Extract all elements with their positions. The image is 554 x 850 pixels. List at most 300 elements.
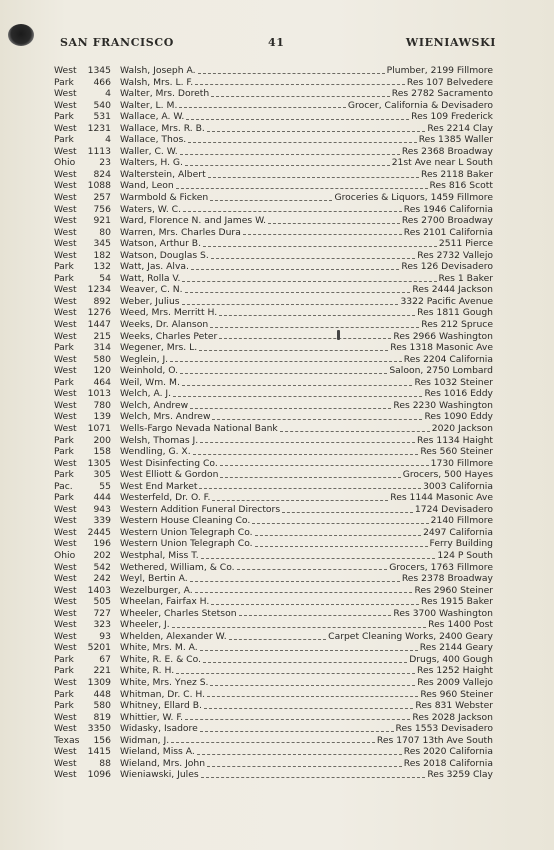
dot-leader: [199, 349, 388, 351]
directory-entry: [0, 215, 554, 227]
entry-body: [120, 654, 493, 666]
subscriber-name: Westerfeld, Dr. O. F.: [120, 492, 211, 504]
subscriber-name: Whittier, W. F.: [120, 711, 184, 723]
entry-body: [120, 758, 493, 770]
directory-entry: [0, 180, 554, 192]
phone-number: 1234: [87, 284, 111, 296]
entry-body: [120, 273, 493, 285]
exchange-name: Park: [54, 434, 74, 446]
phone-number: 80: [99, 226, 111, 238]
subscriber-name: Wieland, Miss A.: [120, 746, 195, 758]
phone-number: 221: [93, 665, 111, 677]
exchange-name: Park: [54, 134, 74, 146]
subscriber-name: Wieland, Mrs. John: [120, 757, 206, 769]
dot-leader: [255, 534, 421, 536]
dot-leader: [188, 141, 417, 143]
exchange-name: Pac.: [54, 480, 73, 492]
subscriber-name: Warmbold & Ficken: [120, 192, 209, 204]
directory-entry: [0, 296, 554, 308]
subscriber-name: Weeks, Dr. Alanson: [120, 319, 209, 331]
subscriber-address: Res 1144 Masonic Ave: [390, 492, 493, 504]
entry-body: [120, 180, 493, 192]
phone-number: 727: [93, 607, 111, 619]
dot-leader: [171, 741, 375, 743]
subscriber-address: 2497 California: [423, 526, 493, 538]
entry-body: [120, 204, 493, 216]
exchange-name: West: [54, 573, 77, 585]
subscriber-name: Weed, Mrs. Merritt H.: [120, 307, 218, 319]
directory-entry: [0, 458, 554, 470]
dot-leader: [185, 291, 411, 293]
entry-body: [120, 642, 493, 654]
phone-number: 1403: [87, 584, 111, 596]
phone-number: 23: [99, 157, 111, 169]
dot-leader: [185, 718, 410, 720]
subscriber-name: Widasky, Isadore: [120, 723, 198, 735]
phone-number: 200: [93, 434, 111, 446]
dot-leader: [212, 418, 422, 420]
subscriber-name: Western Union Telegraph Co.: [120, 538, 253, 550]
phone-number: 182: [93, 249, 111, 261]
dot-leader: [200, 441, 415, 443]
entry-body: [120, 331, 493, 343]
exchange-name: West: [54, 180, 77, 192]
subscriber-address: Res 2204 California: [403, 353, 493, 365]
subscriber-address: Drugs, 400 Gough: [409, 653, 493, 665]
exchange-name: West: [54, 192, 77, 204]
directory-entry: [0, 677, 554, 689]
subscriber-address: 1730 Fillmore: [430, 457, 493, 469]
entry-body: [120, 712, 493, 724]
directory-entry: [0, 284, 554, 296]
exchange-name: Park: [54, 342, 74, 354]
directory-entry: [0, 665, 554, 677]
subscriber-address: Res 2966 Washington: [393, 330, 493, 342]
subscriber-address: Res 1090 Eddy: [424, 411, 493, 423]
dot-leader: [211, 95, 390, 97]
dot-leader: [200, 730, 394, 732]
directory-entry: [0, 596, 554, 608]
phone-number: 531: [93, 111, 111, 123]
dot-leader: [186, 118, 409, 120]
subscriber-name: Welch, A. J.: [120, 388, 172, 400]
phone-number: 448: [93, 688, 111, 700]
entry-body: [120, 446, 493, 458]
phone-number: 158: [93, 446, 111, 458]
dot-leader: [173, 395, 422, 397]
dot-leader: [210, 684, 415, 686]
phone-number: 314: [93, 342, 111, 354]
exchange-name: West: [54, 365, 77, 377]
directory-entry: [0, 481, 554, 493]
exchange-name: West: [54, 619, 77, 631]
exchange-name: West: [54, 295, 77, 307]
dot-leader: [203, 661, 407, 663]
exchange-name: West: [54, 203, 77, 215]
subscriber-address: 3003 California: [423, 480, 493, 492]
subscriber-address: Res 1318 Masonic Ave: [390, 342, 493, 354]
entry-body: [120, 88, 493, 100]
directory-entry: [0, 689, 554, 701]
exchange-name: West: [54, 284, 77, 296]
exchange-name: West: [54, 226, 77, 238]
phone-number: 67: [99, 653, 111, 665]
entry-body: [120, 77, 493, 89]
dot-leader: [180, 153, 400, 155]
dot-leader: [199, 487, 421, 489]
phone-number: 202: [93, 549, 111, 561]
subscriber-address: Res 212 Spruce: [421, 319, 493, 331]
subscriber-address: Res 1252 Haight: [417, 665, 493, 677]
entry-body: [120, 215, 493, 227]
subscriber-address: Res 2118 Baker: [421, 168, 493, 180]
phone-number: 215: [93, 330, 111, 342]
entry-body: [120, 192, 493, 204]
subscriber-address: Res 2368 Broadway: [401, 145, 493, 157]
exchange-name: West: [54, 711, 77, 723]
directory-listing: [0, 65, 554, 781]
exchange-name: West: [54, 746, 77, 758]
exchange-name: Park: [54, 261, 74, 273]
phone-number: 1113: [87, 145, 111, 157]
directory-entry: [0, 527, 554, 539]
directory-entry: [0, 619, 554, 631]
exchange-name: Park: [54, 492, 74, 504]
entry-body: [120, 735, 493, 747]
directory-entry: [0, 769, 554, 781]
directory-entry: [0, 388, 554, 400]
directory-entry: [0, 562, 554, 574]
entry-body: [120, 538, 493, 550]
subscriber-name: Waller, C. W.: [120, 145, 178, 157]
subscriber-address: Res 126 Devisadero: [401, 261, 493, 273]
exchange-name: Park: [54, 376, 74, 388]
subscriber-address: Res 2378 Broadway: [401, 573, 493, 585]
dot-leader: [172, 626, 426, 628]
subscriber-address: Res 107 Belvedere: [406, 76, 493, 88]
subscriber-name: Welch, Mrs. Andrew: [120, 411, 211, 423]
phone-number: 345: [93, 238, 111, 250]
subscriber-address: Res 2144 Geary: [419, 642, 493, 654]
entry-body: [120, 157, 493, 169]
exchange-name: West: [54, 596, 77, 608]
directory-entry: [0, 273, 554, 285]
dot-leader: [207, 695, 418, 697]
subscriber-address: Res 1553 Devisadero: [395, 723, 493, 735]
dot-leader: [195, 591, 413, 593]
dot-leader: [219, 314, 415, 316]
entry-body: [120, 469, 493, 481]
phone-number: 257: [93, 192, 111, 204]
directory-entry: [0, 423, 554, 435]
phone-number: 1447: [87, 319, 111, 331]
entry-body: [120, 238, 493, 250]
dot-leader: [203, 245, 437, 247]
phone-number: 1096: [87, 769, 111, 781]
subscriber-name: White, R. E. & Co.: [120, 653, 201, 665]
exchange-name: West: [54, 515, 77, 527]
subscriber-name: Weaver, C. N.: [120, 284, 183, 296]
directory-entry: [0, 261, 554, 273]
subscriber-name: Welsh, Thomas J.: [120, 434, 199, 446]
entry-body: [120, 562, 493, 574]
subscriber-address: Carpet Cleaning Works, 2400 Geary: [328, 630, 493, 642]
entry-body: [120, 435, 493, 447]
subscriber-address: Saloon, 2750 Lombard: [389, 365, 493, 377]
phone-number: 4: [105, 134, 111, 146]
dot-leader: [282, 511, 413, 513]
subscriber-address: Res 2028 Jackson: [412, 711, 493, 723]
exchange-name: Park: [54, 665, 74, 677]
exchange-name: West: [54, 307, 77, 319]
entry-body: [120, 631, 493, 643]
phone-number: 780: [93, 399, 111, 411]
subscriber-name: Weglein, J.: [120, 353, 169, 365]
subscriber-address: Res 2009 Vallejo: [417, 676, 493, 688]
exchange-name: West: [54, 65, 77, 76]
subscriber-address: Res 1811 Gough: [417, 307, 493, 319]
dot-leader: [182, 280, 436, 282]
directory-entry: [0, 550, 554, 562]
subscriber-address: 3322 Pacific Avenue: [400, 295, 493, 307]
entry-body: [120, 365, 493, 377]
subscriber-name: Waters, W. C.: [120, 203, 181, 215]
entry-body: [120, 746, 493, 758]
entry-body: [120, 723, 493, 735]
dot-leader: [252, 522, 428, 524]
directory-entry: [0, 631, 554, 643]
exchange-name: West: [54, 249, 77, 261]
phone-number: 88: [99, 757, 111, 769]
entry-body: [120, 319, 493, 331]
phone-number: 323: [93, 619, 111, 631]
directory-entry: [0, 515, 554, 527]
subscriber-name: Widman, J.: [120, 734, 170, 746]
directory-entry: [0, 365, 554, 377]
phone-number: 339: [93, 515, 111, 527]
subscriber-name: Watson, Arthur B.: [120, 238, 202, 250]
exchange-name: Park: [54, 700, 74, 712]
entry-body: [120, 423, 493, 435]
dot-leader: [280, 430, 430, 432]
entry-body: [120, 619, 493, 631]
exchange-name: Park: [54, 272, 74, 284]
dot-leader: [176, 187, 428, 189]
subscriber-address: Res 831 Webster: [415, 700, 493, 712]
phone-number: 1305: [87, 457, 111, 469]
subscriber-name: Wells-Fargo Nevada National Bank: [120, 422, 278, 434]
exchange-name: West: [54, 457, 77, 469]
exchange-name: Ohio: [54, 157, 76, 169]
dot-leader: [255, 545, 428, 547]
subscriber-address: Res 3259 Clay: [427, 769, 493, 781]
entry-body: [120, 307, 493, 319]
phone-number: 542: [93, 561, 111, 573]
subscriber-name: Wezelburger, A.: [120, 584, 193, 596]
exchange-name: Park: [54, 469, 74, 481]
directory-entry: [0, 123, 554, 135]
dot-leader: [268, 222, 400, 224]
dot-leader: [170, 360, 402, 362]
subscriber-address: Res 2020 California: [403, 746, 493, 758]
directory-entry: [0, 758, 554, 770]
directory-entry: [0, 642, 554, 654]
subscriber-address: Res 2960 Steiner: [414, 584, 493, 596]
subscriber-name: Wegener, Mrs. L.: [120, 342, 198, 354]
directory-entry: [0, 319, 554, 331]
exchange-name: West: [54, 607, 77, 619]
entry-body: [120, 123, 493, 135]
entry-body: [120, 515, 493, 527]
entry-body: [120, 458, 493, 470]
subscriber-name: White, Mrs. Ynez S.: [120, 676, 209, 688]
directory-entry: [0, 446, 554, 458]
exchange-name: West: [54, 584, 77, 596]
subscriber-address: 2511 Pierce: [438, 238, 493, 250]
phone-number: 1013: [87, 388, 111, 400]
entry-body: [120, 227, 493, 239]
directory-entry: [0, 400, 554, 412]
directory-entry: [0, 134, 554, 146]
entry-body: [120, 377, 493, 389]
directory-entry: [0, 608, 554, 620]
subscriber-address: Res 2101 California: [403, 226, 493, 238]
entry-body: [120, 527, 493, 539]
entry-body: [120, 504, 493, 516]
subscriber-name: Weber, Julius: [120, 295, 180, 307]
subscriber-name: Wheeler, J.: [120, 619, 170, 631]
dot-leader: [185, 164, 390, 166]
dot-leader: [200, 649, 418, 651]
subscriber-address: Res 109 Frederick: [411, 111, 493, 123]
pencil-mark: [337, 330, 340, 340]
subscriber-address: 21st Ave near L South: [391, 157, 493, 169]
subscriber-address: 2020 Jackson: [431, 422, 493, 434]
directory-entry: [0, 342, 554, 354]
dot-leader: [204, 707, 413, 709]
exchange-name: West: [54, 630, 77, 642]
dot-leader: [195, 83, 405, 85]
subscriber-name: Walters, H. G.: [120, 157, 183, 169]
dot-leader: [176, 672, 415, 674]
subscriber-name: Weinhold, O.: [120, 365, 179, 377]
exchange-name: Park: [54, 446, 74, 458]
subscriber-address: Res 1016 Eddy: [424, 388, 493, 400]
subscriber-name: White, R. H.: [120, 665, 175, 677]
subscriber-address: Res 1 Baker: [438, 272, 493, 284]
exchange-name: West: [54, 88, 77, 100]
exchange-name: West: [54, 168, 77, 180]
phone-number: 242: [93, 573, 111, 585]
dot-leader: [210, 199, 332, 201]
entry-body: [120, 134, 493, 146]
exchange-name: West: [54, 526, 77, 538]
directory-entry: [0, 354, 554, 366]
exchange-name: West: [54, 503, 77, 515]
dot-leader: [211, 257, 415, 259]
subscriber-name: West Disinfecting Co.: [120, 457, 218, 469]
subscriber-address: Res 2782 Sacramento: [391, 88, 493, 100]
phone-number: 2445: [87, 526, 111, 538]
subscriber-address: Res 960 Steiner: [420, 688, 493, 700]
dot-leader: [182, 384, 413, 386]
dot-leader: [219, 337, 391, 339]
exchange-name: Park: [54, 688, 74, 700]
phone-number: 1345: [87, 65, 111, 76]
subscriber-address: Res 2444 Jackson: [412, 284, 493, 296]
subscriber-name: Walter, Mrs. Doreth: [120, 88, 210, 100]
phone-number: 132: [93, 261, 111, 273]
directory-entry: [0, 307, 554, 319]
exchange-name: West: [54, 399, 77, 411]
phone-number: 3350: [87, 723, 111, 735]
subscriber-name: Wheelan, Fairfax H.: [120, 596, 210, 608]
entry-body: [120, 492, 493, 504]
subscriber-name: Watt, Jas. Alva.: [120, 261, 189, 273]
subscriber-address: Res 2018 California: [403, 757, 493, 769]
exchange-name: Ohio: [54, 549, 76, 561]
exchange-name: West: [54, 538, 77, 550]
subscriber-address: Res 1400 Post: [428, 619, 493, 631]
subscriber-name: Western Addition Funeral Directors: [120, 503, 281, 515]
entry-body: [120, 100, 493, 112]
dot-leader: [220, 476, 400, 478]
directory-entry: [0, 77, 554, 89]
exchange-name: West: [54, 422, 77, 434]
phone-number: 93: [99, 630, 111, 642]
dot-leader: [237, 568, 388, 570]
dot-leader: [243, 233, 402, 235]
directory-entry: [0, 169, 554, 181]
entry-body: [120, 169, 493, 181]
directory-entry: [0, 712, 554, 724]
subscriber-address: Groceries & Liquors, 1459 Fillmore: [334, 192, 493, 204]
phone-number: 1309: [87, 676, 111, 688]
entry-body: [120, 388, 493, 400]
directory-entry: [0, 654, 554, 666]
dot-leader: [197, 753, 402, 755]
entry-body: [120, 146, 493, 158]
entry-body: [120, 342, 493, 354]
exchange-name: West: [54, 122, 77, 134]
subscriber-name: Walter, L. M.: [120, 99, 178, 111]
subscriber-address: Plumber, 2199 Fillmore: [386, 65, 493, 76]
directory-entry: [0, 469, 554, 481]
entry-body: [120, 250, 493, 262]
exchange-name: Park: [54, 76, 74, 88]
directory-entry: [0, 331, 554, 343]
directory-entry: [0, 723, 554, 735]
subscriber-address: Ferry Building: [429, 538, 493, 550]
phone-number: 1276: [87, 307, 111, 319]
dot-leader: [207, 130, 425, 132]
phone-number: 1071: [87, 422, 111, 434]
entry-body: [120, 481, 493, 493]
subscriber-name: Whitman, Dr. C. H.: [120, 688, 206, 700]
exchange-name: West: [54, 723, 77, 735]
phone-number: 4: [105, 88, 111, 100]
entry-body: [120, 296, 493, 308]
phone-number: 756: [93, 203, 111, 215]
phone-number: 580: [93, 700, 111, 712]
directory-entry: [0, 88, 554, 100]
page-header: [0, 36, 554, 52]
phone-number: 505: [93, 596, 111, 608]
directory-entry: [0, 538, 554, 550]
phone-number: 540: [93, 99, 111, 111]
dot-leader: [190, 580, 400, 582]
phone-number: 580: [93, 353, 111, 365]
